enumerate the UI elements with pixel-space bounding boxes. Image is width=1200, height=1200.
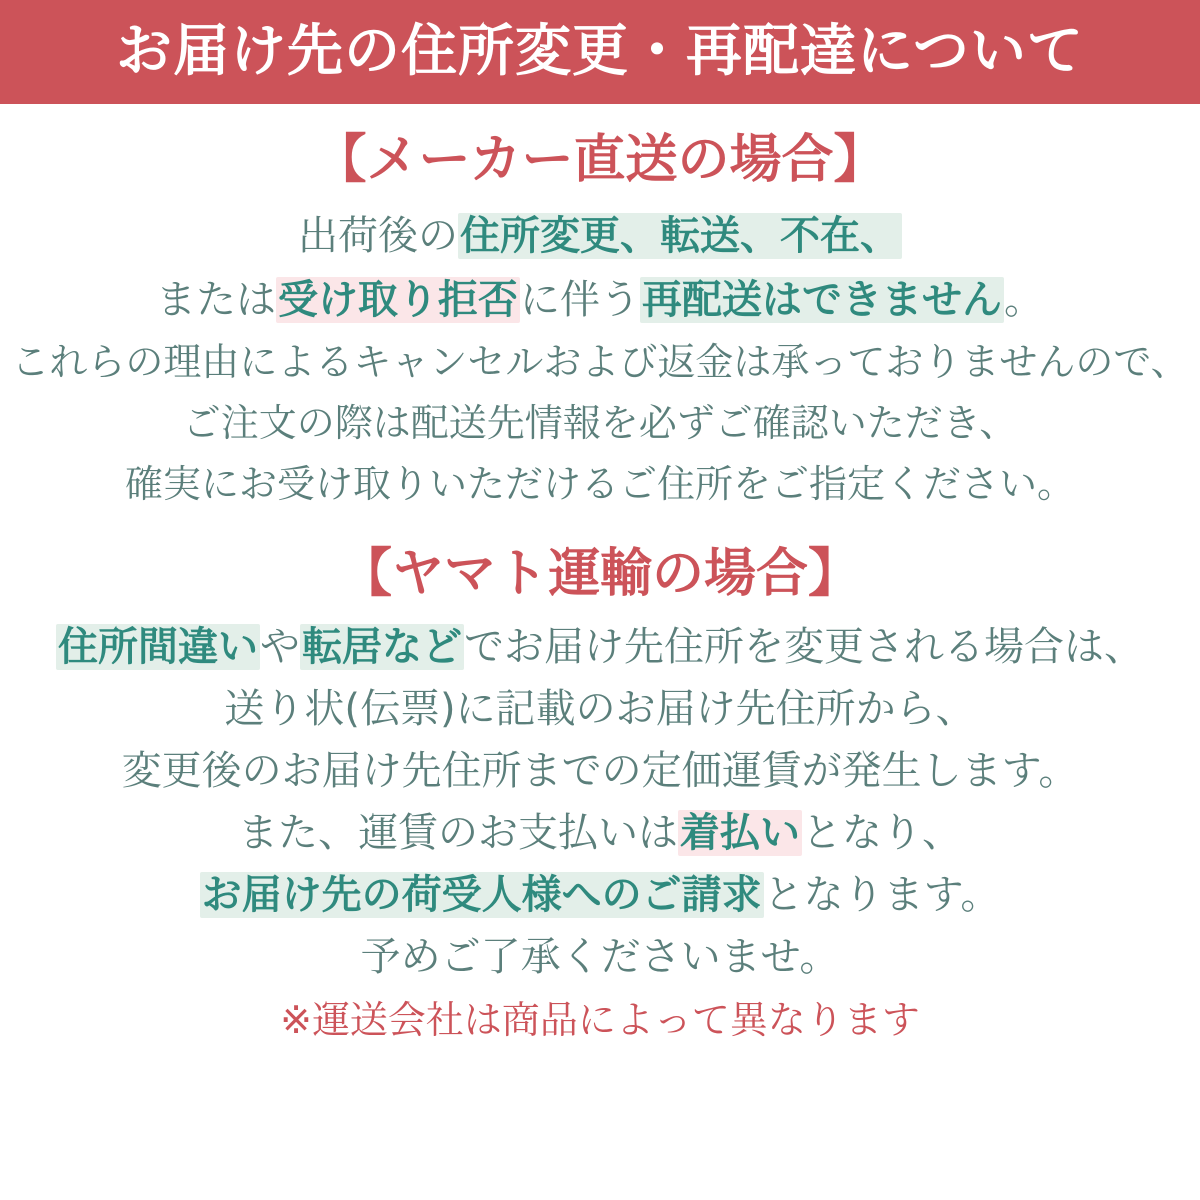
notice-line [8, 271, 1192, 329]
text-fragment: や [260, 623, 300, 670]
section-heading-maker-direct: 【メーカー直送の場合】 [314, 130, 886, 190]
notice-line [8, 804, 1192, 862]
text-fragment: 確実にお受け取りいただけるご住所をご指定ください。 [124, 462, 1075, 507]
notice-content [0, 132, 1200, 1045]
notice-line [8, 928, 1192, 986]
text-fragment: 出荷後の [298, 213, 458, 260]
text-fragment: これらの理由によるキャンセルおよび返金は承っておりませんので、 [11, 340, 1189, 385]
section-heading-yamato: 【ヤマト運輸の場合】 [339, 544, 860, 605]
text-fragment: となり、 [802, 809, 962, 856]
highlight-fragment: 着払い [680, 809, 800, 856]
notice-line [8, 866, 1192, 924]
highlight-fragment: 受け取り拒否 [278, 277, 518, 324]
page-header [0, 0, 1200, 104]
page-title: お届け先の住所変更・再配達について [116, 19, 1084, 84]
highlight-fragment: 住所間違い [58, 623, 258, 670]
text-fragment: または [156, 277, 276, 324]
text-fragment: でお届け先住所を変更される場合は、 [464, 623, 1144, 670]
highlight-fragment: 転居など [302, 623, 462, 670]
footer-note: ※運送会社は商品によって異なります [280, 997, 920, 1042]
text-fragment: 。 [1004, 277, 1044, 324]
highlight-fragment: 再配送はできません [642, 277, 1002, 324]
text-fragment: となります。 [763, 871, 1001, 918]
text-fragment: また、運賃のお支払いは [238, 809, 678, 856]
notice-line [8, 742, 1192, 800]
text-fragment: に伴う [520, 277, 640, 324]
notice-line [8, 335, 1192, 390]
notice-line [8, 618, 1192, 676]
text-fragment: 変更後のお届け先住所までの定価運賃が発生します。 [121, 747, 1079, 794]
text-fragment: 予めご了承くださいませ。 [360, 933, 840, 980]
highlight-fragment: お届け先の荷受人様へのご請求 [201, 871, 762, 918]
notice-line [8, 680, 1192, 738]
highlight-fragment: 住所変更、転送、不在、 [460, 213, 900, 260]
text-fragment: ご注文の際は配送先情報を必ずご確認いただき、 [182, 401, 1018, 446]
notice-line [8, 396, 1192, 451]
notice-line [8, 207, 1192, 265]
section-body-yamato [8, 618, 1192, 986]
text-fragment: 送り状(伝票)に記載のお届け先住所から、 [224, 685, 976, 732]
section-body-maker-direct [8, 207, 1192, 512]
notice-line [8, 457, 1192, 512]
